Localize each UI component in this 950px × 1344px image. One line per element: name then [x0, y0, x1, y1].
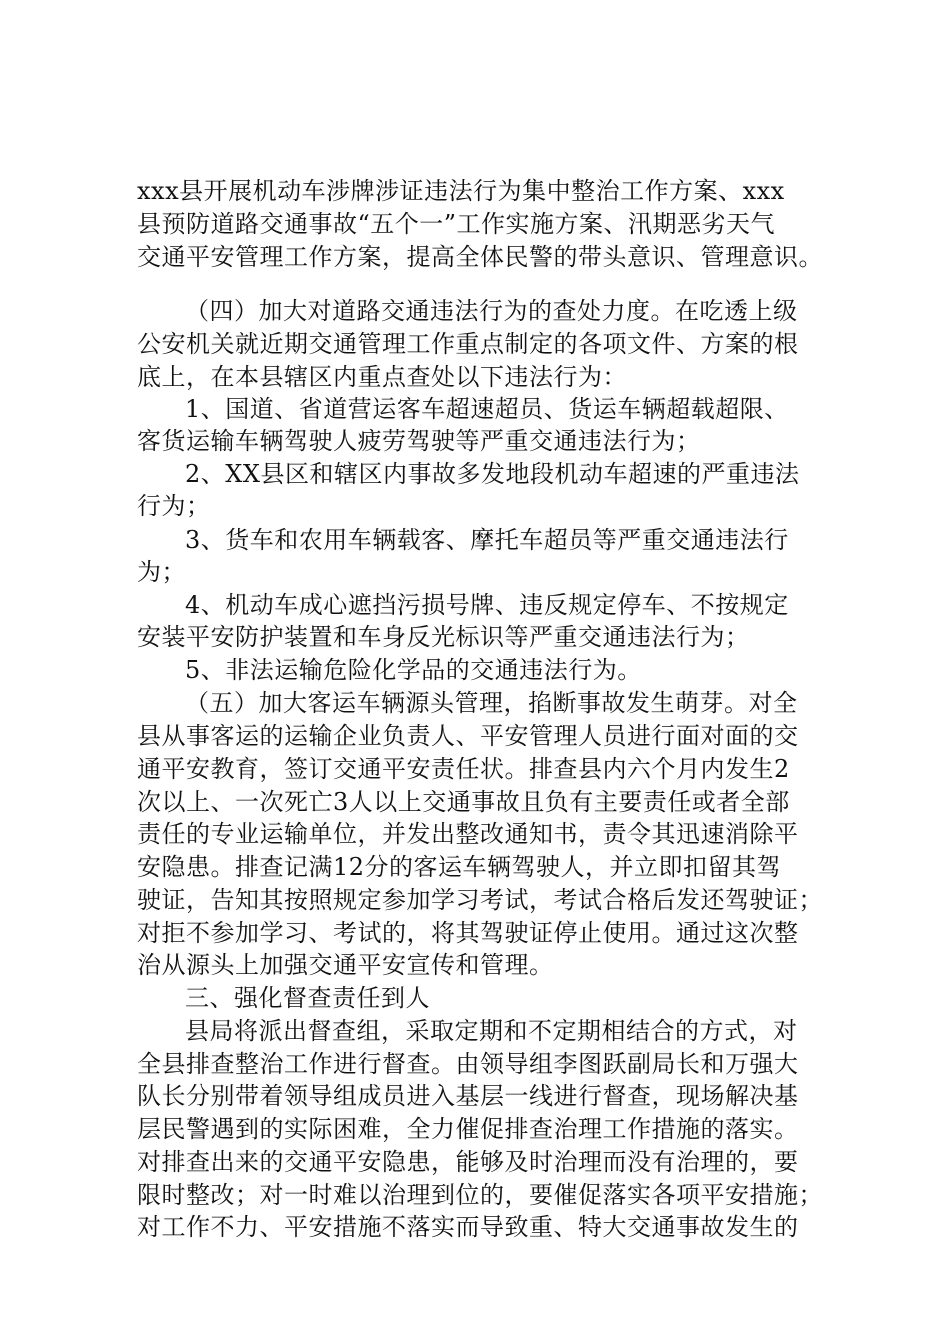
paragraph-line: （五）加大客运车辆源头管理，掐断事故发生萌芽。对全 [185, 689, 798, 717]
paragraph-line: 责任的专业运输单位，并发出整改通知书，责令其迅速消除平 [137, 820, 799, 848]
section-heading: 三、强化督查责任到人 [185, 984, 430, 1012]
list-item-line: 4、机动车成心遮挡污损号牌、违反规定停车、不按规定 [185, 591, 789, 619]
paragraph-line: 公安机关就近期交通管理工作重点制定的各项文件、方案的根 [137, 330, 799, 358]
paragraph-line: 全县排查整治工作进行督查。由领导组李图跃副局长和万强大 [137, 1050, 799, 1078]
paragraph-line: （四）加大对道路交通违法行为的查处力度。在吃透上级 [185, 297, 798, 325]
list-item-line: 行为； [137, 492, 211, 520]
paragraph-line: 驶证，告知其按照规定参加学习考试，考试合格后发还驾驶证； [137, 886, 823, 914]
list-item-line: 客货运输车辆驾驶人疲劳驾驶等严重交通违法行为； [137, 427, 701, 455]
paragraph-line: 县预防道路交通事故“五个一”工作实施方案、汛期恶劣天气 [137, 210, 776, 238]
list-item-line: 安装平安防护装置和车身反光标识等严重交通违法行为； [137, 623, 750, 651]
paragraph-line: 底上，在本县辖区内重点查处以下违法行为： [137, 363, 627, 391]
paragraph-line: 安隐患。排查记满12分的客运车辆驾驶人，并立即扣留其驾 [137, 853, 782, 881]
paragraph-line: 交通平安管理工作方案，提高全体民警的带头意识、管理意识。 [137, 243, 823, 271]
paragraph-line: 对工作不力、平安措施不落实而导致重、特大交通事故发生的 [137, 1213, 799, 1241]
paragraph-line: 通平安教育，签订交通平安责任状。排查县内六个月内发生2 [137, 755, 790, 783]
list-item-line: 2、XX县区和辖区内事故多发地段机动车超速的严重违法 [185, 460, 800, 488]
list-item-line: 1、国道、省道营运客车超速超员、货运车辆超载超限、 [185, 395, 789, 423]
paragraph-line: 次以上、一次死亡3人以上交通事故且负有主要责任或者全部 [137, 788, 790, 816]
paragraph-line: 对拒不参加学习、考试的，将其驾驶证停止使用。通过这次整 [137, 919, 799, 947]
paragraph-line: 限时整改；对一时难以治理到位的，要催促落实各项平安措施； [137, 1181, 823, 1209]
paragraph-line: xxx县开展机动车涉牌涉证违法行为集中整治工作方案、xxx [137, 177, 785, 205]
paragraph-line: 对排查出来的交通平安隐患，能够及时治理而没有治理的，要 [137, 1148, 799, 1176]
list-item-line: 为； [137, 558, 186, 586]
paragraph-line: 层民警遇到的实际困难，全力催促排查治理工作措施的落实。 [137, 1115, 799, 1143]
paragraph-line: 队长分别带着领导组成员进入基层一线进行督查，现场解决基 [137, 1082, 799, 1110]
paragraph-line: 治从源头上加强交通平安宣传和管理。 [137, 951, 554, 979]
list-item-line: 3、货车和农用车辆载客、摩托车超员等严重交通违法行 [185, 526, 789, 554]
list-item-line: 5、非法运输危险化学品的交通违法行为。 [185, 656, 642, 684]
paragraph-line: 县从事客运的运输企业负责人、平安管理人员进行面对面的交 [137, 722, 799, 750]
paragraph-line: 县局将派出督查组，采取定期和不定期相结合的方式，对 [185, 1017, 798, 1045]
